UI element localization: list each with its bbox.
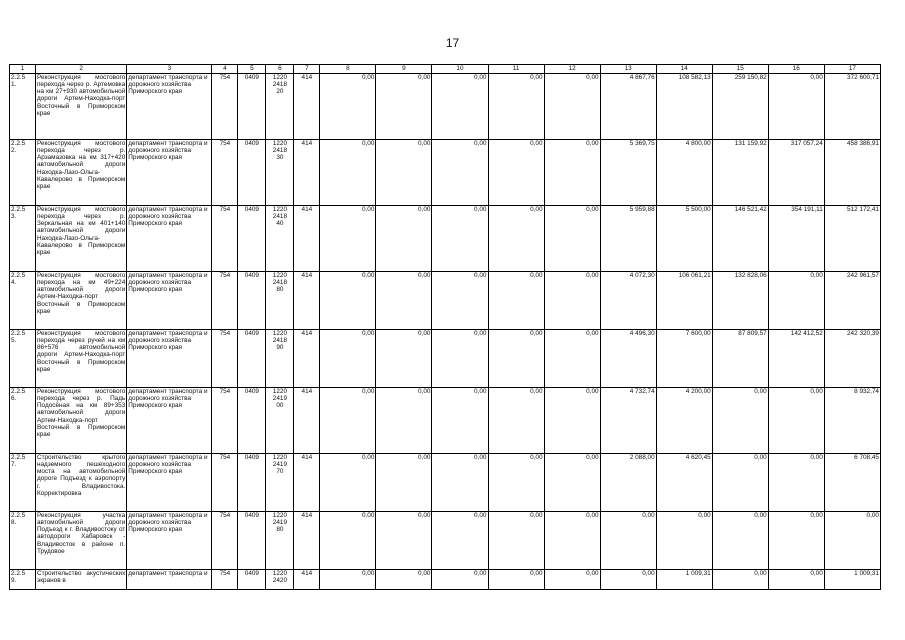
column-number: 15 bbox=[712, 65, 768, 74]
code-grbs: 754 bbox=[212, 330, 238, 388]
code-expense: 414 bbox=[294, 140, 320, 206]
object-name: Реконструкция мостового перехода через р. Арзамазовка на км 317+420 автомобильной дороги Находка-Лазо-Ольга-Кавалерово в Приморском крае bbox=[35, 140, 126, 206]
object-name: Строительство акустических экранов в bbox=[35, 570, 126, 590]
amount-cell: 0,00 bbox=[544, 330, 600, 388]
column-number: 11 bbox=[488, 65, 544, 74]
table-row bbox=[10, 330, 881, 388]
code-section: 0409 bbox=[238, 140, 266, 206]
amount-total: 458 386,91 bbox=[824, 140, 880, 206]
column-number: 5 bbox=[238, 65, 266, 74]
row-number: 2.2.5 7. bbox=[10, 454, 36, 512]
row-number: 2.2.5 3. bbox=[10, 206, 36, 272]
amount-cell: 0,00 bbox=[320, 140, 376, 206]
amount-total: 242 961,57 bbox=[824, 272, 880, 330]
code-target: 1220 2418 30 bbox=[266, 140, 294, 206]
amount-cell: 317 057,24 bbox=[768, 140, 824, 206]
row-number: 2.2.5 1. bbox=[10, 74, 36, 140]
code-section: 0409 bbox=[238, 570, 266, 590]
amount-cell: 0,00 bbox=[600, 512, 656, 570]
amount-cell: 0,00 bbox=[432, 454, 488, 512]
amount-cell: 0,00 bbox=[656, 512, 712, 570]
amount-cell: 259 150,82 bbox=[712, 74, 768, 140]
code-expense: 414 bbox=[294, 512, 320, 570]
column-number: 12 bbox=[544, 65, 600, 74]
table-row bbox=[10, 74, 881, 140]
amount-cell: 0,00 bbox=[712, 454, 768, 512]
amount-cell: 0,00 bbox=[376, 512, 432, 570]
amount-cell: 0,00 bbox=[376, 74, 432, 140]
amount-cell: 4 800,00 bbox=[656, 140, 712, 206]
column-number: 6 bbox=[266, 65, 294, 74]
column-number: 14 bbox=[656, 65, 712, 74]
code-expense: 414 bbox=[294, 272, 320, 330]
amount-cell: 0,00 bbox=[544, 454, 600, 512]
table-row bbox=[10, 570, 881, 590]
amount-cell: 0,00 bbox=[376, 388, 432, 454]
table-row bbox=[10, 512, 881, 570]
amount-cell: 0,00 bbox=[432, 140, 488, 206]
amount-cell: 0,00 bbox=[768, 74, 824, 140]
amount-cell: 0,00 bbox=[432, 74, 488, 140]
column-number: 1 bbox=[10, 65, 36, 74]
amount-cell: 106 061,21 bbox=[656, 272, 712, 330]
column-number: 10 bbox=[432, 65, 488, 74]
amount-cell: 4 496,30 bbox=[600, 330, 656, 388]
amount-cell: 0,00 bbox=[544, 512, 600, 570]
code-target: 1220 2420 bbox=[266, 570, 294, 590]
amount-cell: 132 828,06 bbox=[712, 272, 768, 330]
amount-cell: 0,00 bbox=[712, 512, 768, 570]
table-row bbox=[10, 454, 881, 512]
amount-cell: 0,00 bbox=[768, 454, 824, 512]
amount-cell: 0,00 bbox=[488, 140, 544, 206]
amount-cell: 0,00 bbox=[544, 206, 600, 272]
code-target: 1220 2419 80 bbox=[266, 512, 294, 570]
amount-total: 242 320,39 bbox=[824, 330, 880, 388]
amount-cell: 0,00 bbox=[432, 388, 488, 454]
code-section: 0409 bbox=[238, 206, 266, 272]
table-row bbox=[10, 206, 881, 272]
amount-cell: 0,00 bbox=[376, 140, 432, 206]
amount-cell: 0,00 bbox=[320, 454, 376, 512]
responsible-org: департамент транспорта и дорожного хозяйства Приморского края bbox=[127, 330, 212, 388]
amount-cell: 0,00 bbox=[544, 272, 600, 330]
code-target: 1220 2419 70 bbox=[266, 454, 294, 512]
row-number: 2.2.5 4. bbox=[10, 272, 36, 330]
code-section: 0409 bbox=[238, 272, 266, 330]
code-expense: 414 bbox=[294, 74, 320, 140]
amount-cell: 0,00 bbox=[768, 272, 824, 330]
object-name: Реконструкция мостового перехода через р. Зеркальная на км 401+140 автомобильной дороги Находка-Лазо-Ольга-Кавалерово в Приморском крае bbox=[35, 206, 126, 272]
code-expense: 414 bbox=[294, 206, 320, 272]
column-number: 7 bbox=[294, 65, 320, 74]
amount-cell: 0,00 bbox=[432, 272, 488, 330]
row-number: 2.2.5 8. bbox=[10, 512, 36, 570]
amount-cell: 0,00 bbox=[712, 388, 768, 454]
code-section: 0409 bbox=[238, 454, 266, 512]
amount-cell: 5 959,88 bbox=[600, 206, 656, 272]
amount-cell: 0,00 bbox=[488, 272, 544, 330]
code-expense: 414 bbox=[294, 570, 320, 590]
column-number: 4 bbox=[212, 65, 238, 74]
amount-total: 6 708,45 bbox=[824, 454, 880, 512]
amount-cell: 5 369,75 bbox=[600, 140, 656, 206]
object-name: Реконструкция участка автомобильной дороги Подъезд к г. Владивостоку от автодороги Хабаровск - Владивосток в районе п. Трудовое bbox=[35, 512, 126, 570]
amount-total: 8 932,74 bbox=[824, 388, 880, 454]
amount-total: 512 172,41 bbox=[824, 206, 880, 272]
responsible-org: департамент транспорта и дорожного хозяйства Приморского края bbox=[127, 272, 212, 330]
column-number: 17 bbox=[824, 65, 880, 74]
object-name: Реконструкция мостового перехода через ручей на км 86+576 автомобильной дороги Артем-Находка-порт Восточный в Приморском крае bbox=[35, 330, 126, 388]
amount-total: 372 600,71 bbox=[824, 74, 880, 140]
amount-cell: 0,00 bbox=[712, 570, 768, 590]
amount-cell: 0,00 bbox=[320, 206, 376, 272]
column-number: 8 bbox=[320, 65, 376, 74]
column-number: 13 bbox=[600, 65, 656, 74]
amount-cell: 0,00 bbox=[432, 570, 488, 590]
amount-cell: 4 072,30 bbox=[600, 272, 656, 330]
code-grbs: 754 bbox=[212, 206, 238, 272]
row-number: 2.2.5 2. bbox=[10, 140, 36, 206]
amount-cell: 0,00 bbox=[432, 330, 488, 388]
object-name: Реконструкция мостового перехода через р. Падь Подосёная на км 89+353 автомобильной дороги Артем-Находка-порт Восточный в Приморском крае bbox=[35, 388, 126, 454]
amount-cell: 0,00 bbox=[376, 454, 432, 512]
row-number: 2.2.5 6. bbox=[10, 388, 36, 454]
amount-cell: 4 200,00 bbox=[656, 388, 712, 454]
amount-cell: 0,00 bbox=[320, 570, 376, 590]
table-row bbox=[10, 140, 881, 206]
column-number: 9 bbox=[376, 65, 432, 74]
code-grbs: 754 bbox=[212, 454, 238, 512]
code-target: 1220 2419 00 bbox=[266, 388, 294, 454]
amount-cell: 0,00 bbox=[320, 74, 376, 140]
amount-cell: 87 809,57 bbox=[712, 330, 768, 388]
amount-cell: 0,00 bbox=[488, 74, 544, 140]
responsible-org: департамент транспорта и bbox=[127, 570, 212, 590]
amount-cell: 0,00 bbox=[488, 388, 544, 454]
amount-cell: 0,00 bbox=[376, 206, 432, 272]
amount-cell: 0,00 bbox=[488, 512, 544, 570]
amount-cell: 2 088,00 bbox=[600, 454, 656, 512]
amount-cell: 0,00 bbox=[320, 272, 376, 330]
row-number: 2.2.5 9. bbox=[10, 570, 36, 590]
responsible-org: департамент транспорта и дорожного хозяйства Приморского края bbox=[127, 140, 212, 206]
amount-cell: 0,00 bbox=[488, 330, 544, 388]
amount-total: 0,00 bbox=[824, 512, 880, 570]
code-section: 0409 bbox=[238, 74, 266, 140]
amount-cell: 0,00 bbox=[320, 388, 376, 454]
column-number: 2 bbox=[35, 65, 126, 74]
responsible-org: департамент транспорта и дорожного хозяйства Приморского края bbox=[127, 512, 212, 570]
table-row bbox=[10, 272, 881, 330]
amount-cell: 0,00 bbox=[488, 206, 544, 272]
header-row bbox=[10, 65, 881, 74]
amount-cell: 0,00 bbox=[544, 388, 600, 454]
amount-cell: 0,00 bbox=[768, 388, 824, 454]
amount-cell: 0,00 bbox=[488, 570, 544, 590]
amount-cell: 0,00 bbox=[488, 454, 544, 512]
amount-cell: 0,00 bbox=[768, 512, 824, 570]
amount-cell: 131 159,92 bbox=[712, 140, 768, 206]
amount-cell: 4 620,45 bbox=[656, 454, 712, 512]
code-section: 0409 bbox=[238, 512, 266, 570]
amount-cell: 4 732,74 bbox=[600, 388, 656, 454]
amount-cell: 142 412,52 bbox=[768, 330, 824, 388]
code-target: 1220 2418 90 bbox=[266, 330, 294, 388]
code-expense: 414 bbox=[294, 388, 320, 454]
code-target: 1220 2418 80 bbox=[266, 272, 294, 330]
amount-cell: 0,00 bbox=[320, 512, 376, 570]
code-grbs: 754 bbox=[212, 74, 238, 140]
amount-cell: 7 600,00 bbox=[656, 330, 712, 388]
responsible-org: департамент транспорта и дорожного хозяйства Приморского края bbox=[127, 454, 212, 512]
page-number: 17 bbox=[445, 36, 460, 50]
amount-cell: 1 009,31 bbox=[656, 570, 712, 590]
code-expense: 414 bbox=[294, 454, 320, 512]
budget-table bbox=[9, 64, 881, 590]
amount-cell: 0,00 bbox=[544, 140, 600, 206]
amount-cell: 0,00 bbox=[320, 330, 376, 388]
code-target: 1220 2418 20 bbox=[266, 74, 294, 140]
code-grbs: 754 bbox=[212, 388, 238, 454]
code-expense: 414 bbox=[294, 330, 320, 388]
amount-cell: 0,00 bbox=[768, 570, 824, 590]
amount-cell: 4 867,76 bbox=[600, 74, 656, 140]
amount-cell: 108 582,13 bbox=[656, 74, 712, 140]
object-name: Строительство крытого надземного пешеходного моста на автомобильной дороге Подъезд к аэропорту г. Владивостока. Корректировка bbox=[35, 454, 126, 512]
responsible-org: департамент транспорта и дорожного хозяйства Приморского края bbox=[127, 388, 212, 454]
amount-cell: 0,00 bbox=[600, 570, 656, 590]
responsible-org: департамент транспорта и дорожного хозяйства Приморского края bbox=[127, 74, 212, 140]
amount-cell: 0,00 bbox=[432, 512, 488, 570]
amount-total: 1 009,31 bbox=[824, 570, 880, 590]
code-grbs: 754 bbox=[212, 272, 238, 330]
amount-cell: 0,00 bbox=[376, 330, 432, 388]
row-number: 2.2.5 5. bbox=[10, 330, 36, 388]
code-grbs: 754 bbox=[212, 570, 238, 590]
amount-cell: 0,00 bbox=[544, 570, 600, 590]
amount-cell: 0,00 bbox=[432, 206, 488, 272]
amount-cell: 146 521,42 bbox=[712, 206, 768, 272]
code-target: 1220 2418 40 bbox=[266, 206, 294, 272]
amount-cell: 5 500,00 bbox=[656, 206, 712, 272]
amount-cell: 0,00 bbox=[376, 272, 432, 330]
column-number: 16 bbox=[768, 65, 824, 74]
code-grbs: 754 bbox=[212, 512, 238, 570]
code-section: 0409 bbox=[238, 330, 266, 388]
amount-cell: 0,00 bbox=[376, 570, 432, 590]
object-name: Реконструкция мостового перехода на км 49+224 автомобильной дороги Артем-Находка-порт Восточный в Приморском крае bbox=[35, 272, 126, 330]
responsible-org: департамент транспорта и дорожного хозяйства Приморского края bbox=[127, 206, 212, 272]
column-number: 3 bbox=[127, 65, 212, 74]
code-section: 0409 bbox=[238, 388, 266, 454]
table-row bbox=[10, 388, 881, 454]
code-grbs: 754 bbox=[212, 140, 238, 206]
amount-cell: 0,00 bbox=[544, 74, 600, 140]
amount-cell: 354 191,11 bbox=[768, 206, 824, 272]
object-name: Реконструкция мостового перехода через р. Артемовка на км 27+930 автомобильной дороги Артем-Находка-порт Восточный в Приморском крае bbox=[35, 74, 126, 140]
